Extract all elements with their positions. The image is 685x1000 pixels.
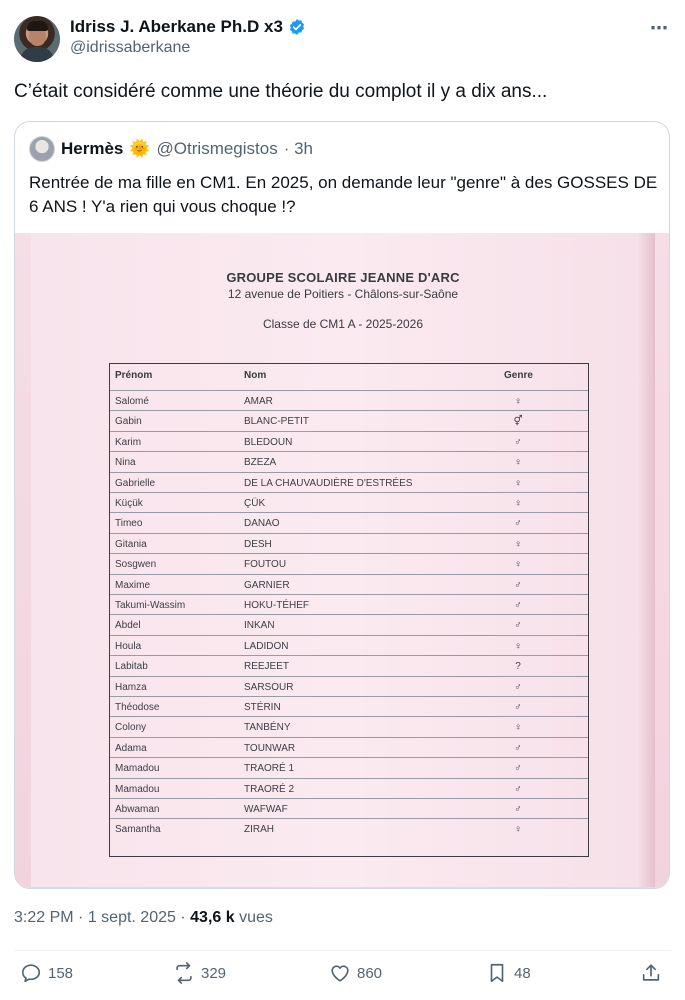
last-name-cell: DESH [244, 538, 272, 550]
more-options-icon[interactable]: ⋯ [650, 18, 669, 38]
author-display-name[interactable]: Idriss J. Aberkane Ph.D x3 [70, 17, 283, 36]
header-first-name: Prénom [115, 370, 153, 381]
quoted-name[interactable]: Hermès [61, 139, 124, 158]
repost-button[interactable] [173, 962, 226, 984]
first-name-cell: Gabin [115, 416, 142, 428]
first-name-cell: Salomé [115, 396, 149, 407]
first-name-cell: Abdel [115, 620, 141, 632]
author-name-block [70, 17, 306, 57]
last-name-cell: AMAR [244, 396, 273, 407]
repost-icon [173, 962, 195, 984]
gender-cell: ♀ [514, 640, 522, 652]
gender-cell: ♂ [514, 763, 522, 775]
last-name-cell: DE LA CHAUVAUDIÈRE D'ESTRÉES [244, 477, 413, 489]
gender-cell: ♀ [514, 722, 522, 734]
paper-shadow [637, 233, 655, 887]
roster-row [110, 676, 588, 696]
roster-row [110, 716, 588, 736]
school-address: 12 avenue de Poitiers - Châlons-sur-Saône [227, 287, 459, 301]
quoted-photo[interactable] [15, 233, 670, 889]
like-count: 860 [357, 964, 383, 982]
first-name-cell: Küçük [115, 498, 143, 509]
first-name-cell: Hamza [115, 681, 147, 693]
like-button[interactable] [329, 962, 382, 984]
roster-row [110, 390, 588, 410]
last-name-cell: BZEZA [244, 457, 277, 469]
bookmark-count: 48 [514, 964, 531, 982]
last-name-cell: DANAO [244, 518, 280, 530]
gender-cell: ♂ [514, 681, 522, 693]
first-name-cell: Sosgwen [115, 559, 157, 571]
first-name-cell: Adama [115, 742, 147, 754]
last-name-cell: STÉRIN [244, 702, 281, 713]
reply-icon [20, 962, 42, 984]
gender-cell: ♀ [514, 538, 522, 550]
last-name-cell: BLEDOUN [244, 436, 293, 448]
bookmark-icon [486, 962, 508, 984]
author-handle[interactable]: @idrissaberkane [70, 39, 191, 56]
roster-row [110, 818, 588, 838]
gender-cell: ♀ [514, 396, 522, 407]
first-name-cell: Maxime [115, 579, 151, 591]
author-display-name-row[interactable] [70, 17, 306, 37]
verified-badge-icon [288, 18, 306, 36]
sun-badge-icon: 🌞 [129, 139, 151, 158]
first-name-cell: Gabrielle [115, 477, 156, 489]
avatar-shirt [20, 47, 54, 62]
repost-count: 329 [201, 964, 227, 982]
last-name-cell: TOUNWAR [244, 742, 296, 754]
last-name-cell: INKAN [244, 620, 275, 632]
quoted-tweet[interactable] [14, 121, 670, 889]
class-list-paper [31, 233, 655, 887]
roster-row [110, 410, 588, 430]
gender-cell: ♂ [514, 742, 522, 754]
roster-row [110, 492, 588, 512]
header-gender: Genre [504, 370, 533, 381]
tweet-date[interactable]: 1 sept. 2025 [87, 909, 176, 926]
class-name: Classe de CM1 A - 2025-2026 [262, 317, 424, 331]
quoted-handle[interactable]: @Otrismegistos [156, 139, 278, 158]
school-name: GROUPE SCOLAIRE JEANNE D'ARC [226, 270, 460, 285]
first-name-cell: Colony [115, 722, 147, 734]
views-count: 43,6 k [190, 909, 235, 926]
tweet-meta [14, 909, 273, 927]
last-name-cell: ÇÜK [244, 498, 266, 509]
first-name-cell: Karim [115, 436, 142, 448]
first-name-cell: Nina [115, 457, 136, 469]
first-name-cell: Gitania [115, 538, 147, 550]
first-name-cell: Houla [115, 640, 142, 652]
first-name-cell: Timeo [115, 518, 143, 530]
roster-row [110, 737, 588, 757]
bookmark-button[interactable] [486, 962, 531, 984]
tweet-time[interactable]: 3:22 PM [14, 909, 74, 926]
roster-row [110, 757, 588, 777]
gender-cell: ♂ [514, 804, 522, 815]
roster-row [110, 512, 588, 532]
roster-row [110, 778, 588, 798]
last-name-cell: HOKU-TÉHEF [244, 600, 309, 611]
gender-cell: ♂ [514, 579, 522, 591]
roster-row [110, 553, 588, 573]
views-label: vues [239, 909, 273, 926]
last-name-cell: FOUTOU [244, 559, 287, 571]
roster-row [110, 594, 588, 614]
first-name-cell: Labitab [115, 661, 148, 673]
last-name-cell: TANBÉNY [244, 722, 291, 734]
gender-cell: ♀ [514, 477, 522, 489]
roster-row [110, 635, 588, 655]
roster-row [110, 655, 588, 675]
roster-row [110, 798, 588, 818]
last-name-cell: WAFWAF [244, 804, 288, 815]
avatar-hair [27, 21, 48, 31]
gender-cell: ♂ [514, 518, 522, 530]
gender-cell: ♂ [514, 620, 522, 632]
first-name-cell: Takumi-Wassim [115, 600, 186, 611]
gender-cell: ♂ [514, 783, 522, 795]
tweet-header [14, 14, 671, 64]
share-icon [640, 962, 662, 984]
gender-cell: ♂ [514, 436, 522, 448]
meta-separator-2: · [180, 909, 186, 926]
last-name-cell: LADIDON [244, 640, 289, 652]
gender-cell: ♀ [514, 498, 522, 509]
gender-cell: ♀ [514, 457, 522, 469]
roster-row [110, 431, 588, 451]
roster-row [110, 533, 588, 553]
roster-row [110, 696, 588, 716]
first-name-cell: Abwaman [115, 804, 160, 815]
quoted-text: Rentrée de ma fille en CM1. En 2025, on demande leur "genre" à des GOSSES DE 6 ANS ! Y'a rien qui vous choque !? [29, 173, 658, 216]
gender-cell: ♀ [514, 824, 522, 836]
roster-row [110, 614, 588, 634]
gender-cell: ♂ [514, 702, 522, 713]
header-last-name: Nom [244, 370, 267, 381]
meta-separator: · [78, 909, 84, 926]
class-roster-table [109, 363, 589, 857]
last-name-cell: SARSOUR [244, 681, 294, 693]
heart-icon [329, 962, 351, 984]
gender-cell: ♂ [514, 600, 522, 611]
reply-count: 158 [48, 964, 74, 982]
share-button[interactable] [640, 962, 662, 984]
quoted-header [29, 136, 313, 162]
action-bar [20, 962, 670, 992]
gender-cell: ? [515, 661, 521, 673]
first-name-cell: Mamadou [115, 783, 160, 795]
tweet-text: C’était considéré comme une théorie du complot il y a dix ans... [14, 81, 548, 102]
roster-row [110, 451, 588, 471]
quoted-time: · 3h [283, 139, 314, 158]
last-name-cell: REEJEET [244, 661, 290, 673]
author-avatar[interactable] [14, 16, 60, 62]
first-name-cell: Mamadou [115, 763, 160, 775]
last-name-cell: GARNIER [244, 579, 290, 591]
last-name-cell: TRAORÉ 2 [244, 783, 295, 795]
gender-cell: ♀ [514, 559, 522, 571]
last-name-cell: ZIRAH [244, 824, 274, 836]
quoted-avatar[interactable] [29, 136, 55, 162]
roster-row [110, 472, 588, 492]
roster-row [110, 574, 588, 594]
reply-button[interactable] [20, 962, 73, 984]
first-name-cell: Théodose [115, 702, 160, 713]
last-name-cell: TRAORÉ 1 [244, 763, 295, 775]
divider [14, 950, 671, 951]
last-name-cell: BLANC-PETIT [244, 416, 310, 428]
gender-cell: ⚥ [513, 416, 523, 428]
first-name-cell: Samantha [115, 824, 161, 836]
